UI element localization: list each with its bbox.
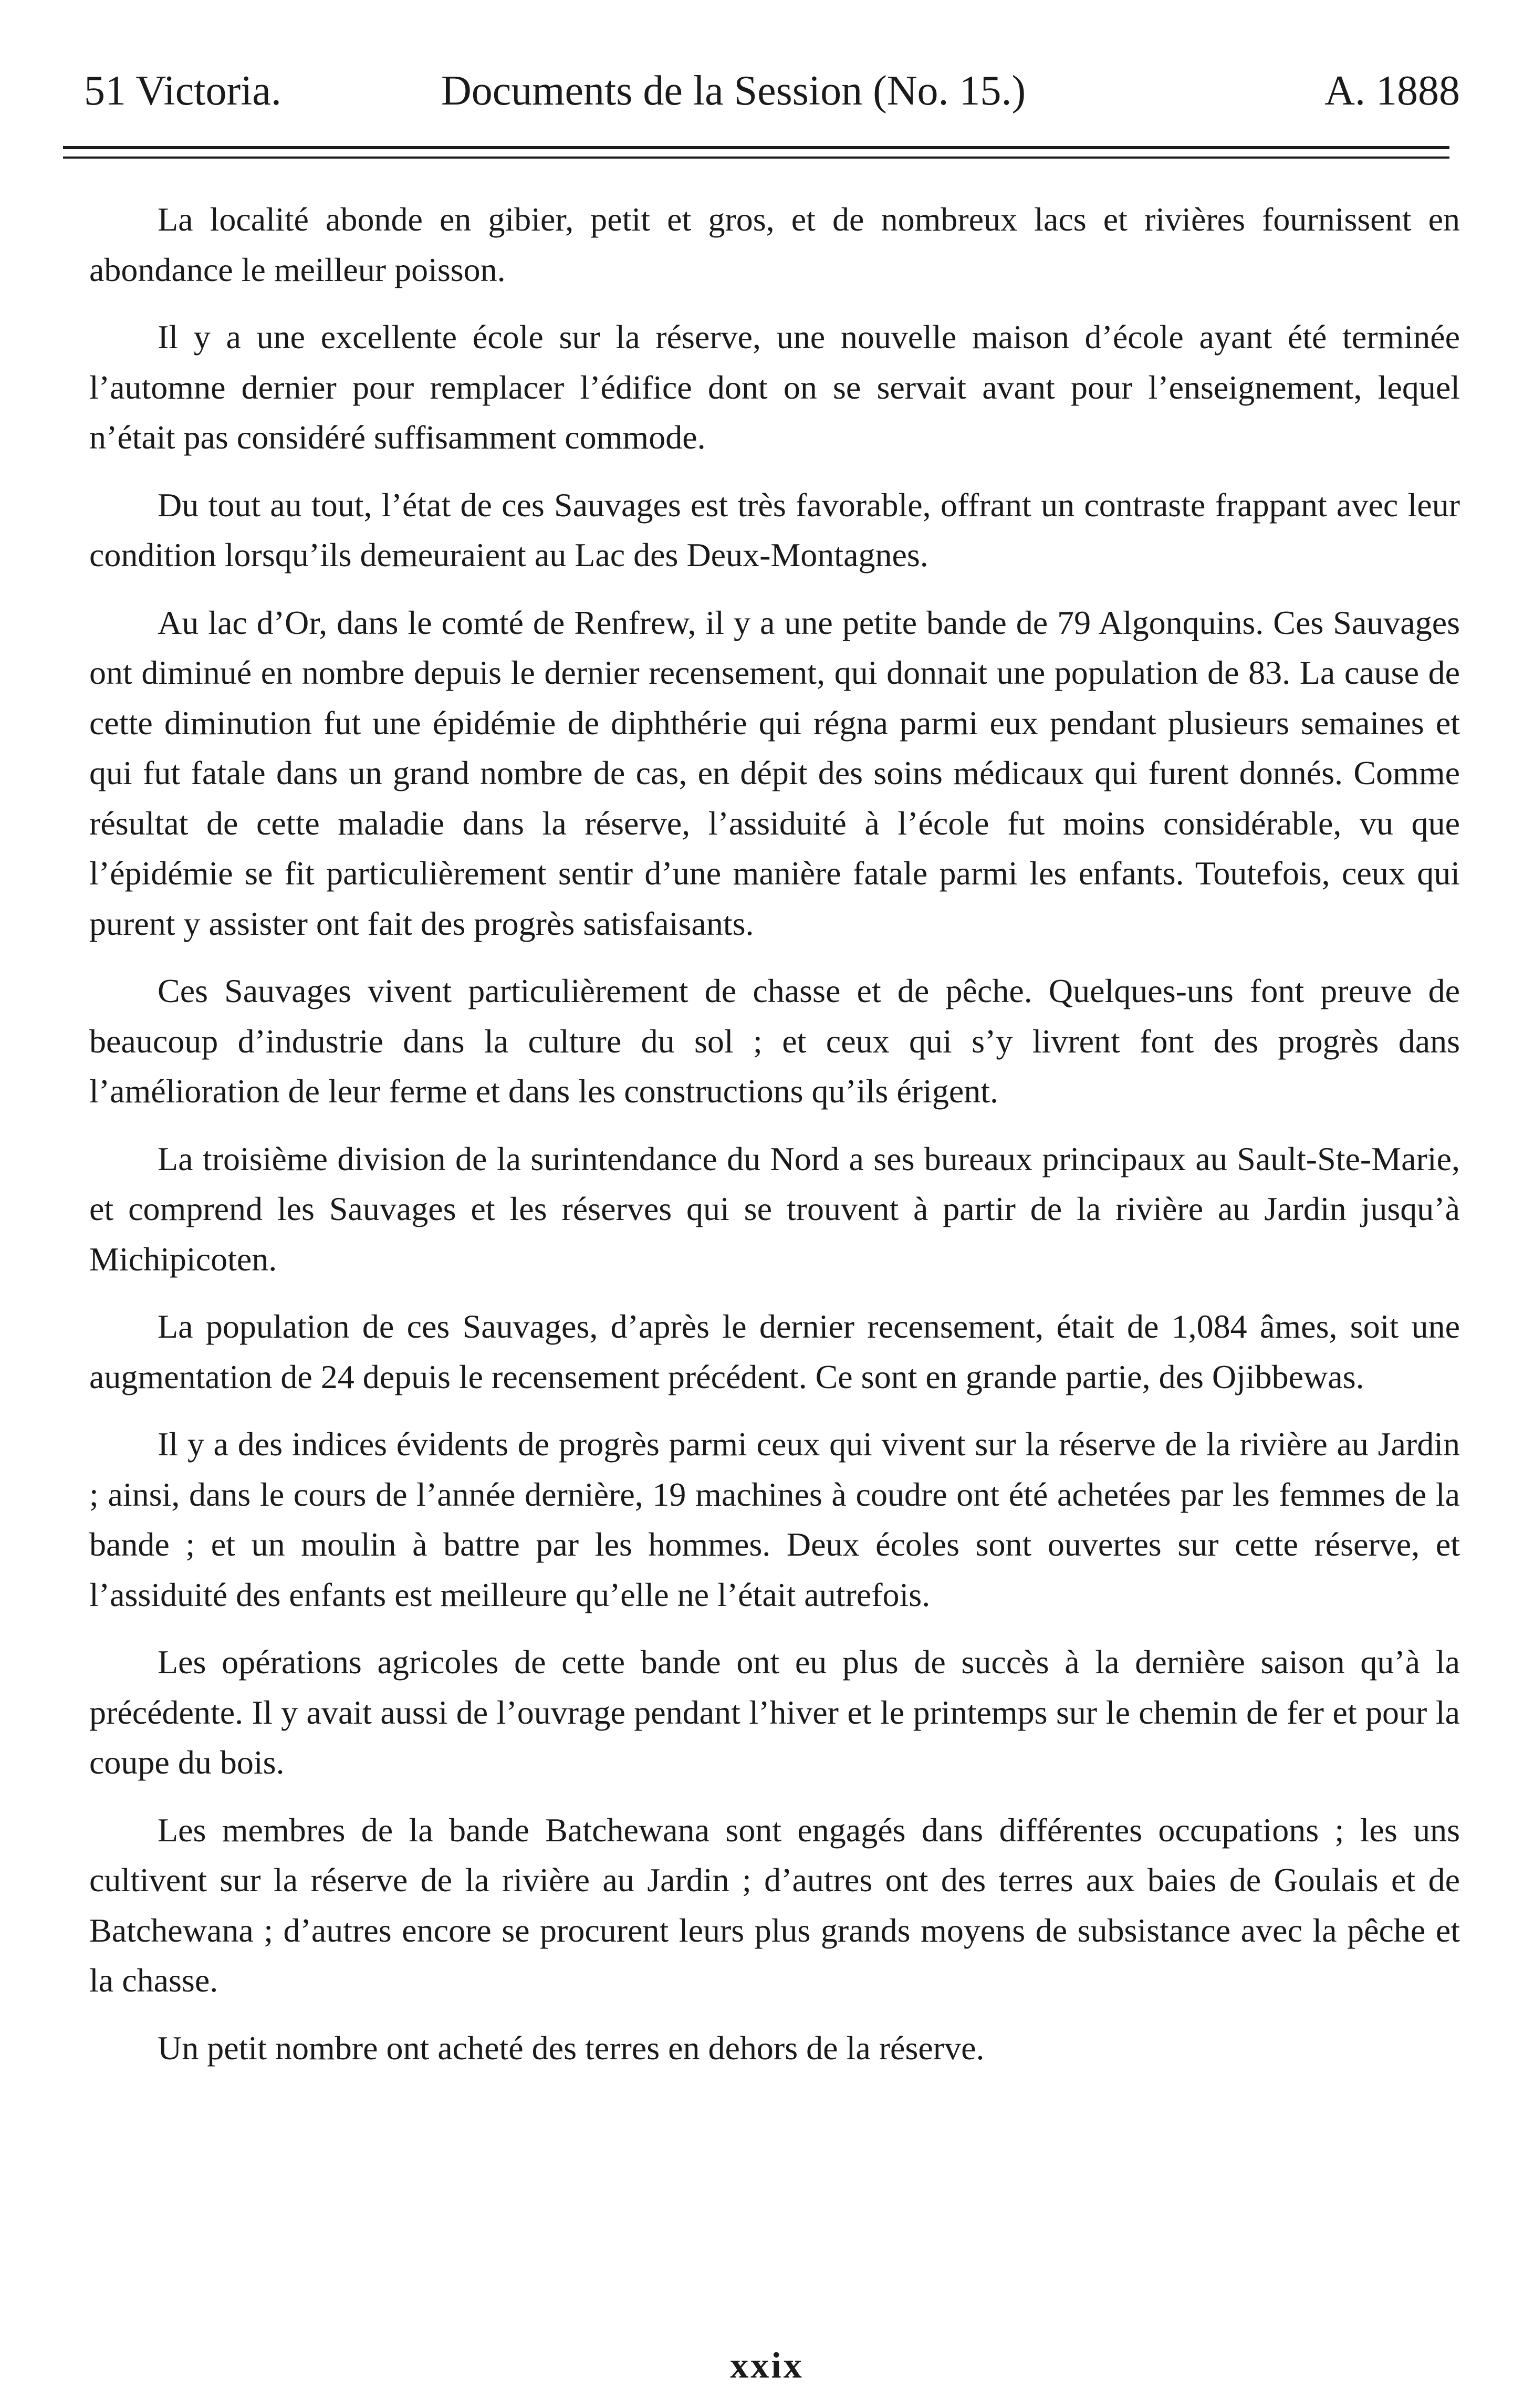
paragraph: La population de ces Sauvages, d’après le dernier recensement, était de 1,084 âmes, soit une augmentation de 24 depuis le recensement précédent. Ce sont en grande partie, des Ojibbewas. (89, 1308, 1460, 1395)
paragraph: Les membres de la bande Batchewana sont engagés dans différentes occupations ; les uns cultivent sur la réserve de la rivière au Jardin ; d’autres ont des terres aux baies de Goulais et de Batchewana ; d’autres encore se procurent leurs plus grands moyens de subsistance avec la pêche et la chasse. (89, 1811, 1460, 1999)
paragraph: La troisième division de la surintendance du Nord a ses bureaux principaux au Sault-Ste-Marie, et comprend les Sauvages et les réserves qui se trouvent à partir de la rivière au Jardin jusqu’à Michipicoten. (89, 1140, 1460, 1278)
header-document-title: Documents de la Session (No. 15.) (441, 68, 1026, 114)
header-regnal-year: 51 Victoria. (84, 68, 281, 114)
paragraph: Au lac d’Or, dans le comté de Renfrew, il y a une petite bande de 79 Algonquins. Ces Sauvages ont diminué en nombre depuis le dernier recensement, qui donnait une population de 83. La cause de cette diminution fut une épidémie de diphthérie qui régna parmi eux pendant plusieurs semaines et qui fut fatale dans un grand nombre de cas, en dépit des soins médicaux qui furent donnés. Comme résultat de cette maladie dans la réserve, l’assiduité à l’école fut moins considérable, vu que l’épidémie se fit particulièrement sentir d’une manière fatale parmi les enfants. Toutefois, ceux qui purent y assister ont fait des progrès satisfaisants. (89, 603, 1460, 942)
paragraph: Il y a des indices évidents de progrès parmi ceux qui vivent sur la réserve de la rivière au Jardin ; ainsi, dans le cours de l’année dernière, 19 machines à coudre ont été achetées par les femmes de la bande ; et un moulin à battre par les hommes. Deux écoles sont ouvertes sur cette réserve, et l’assiduité des enfants est meilleure qu’elle ne l’était autrefois. (89, 1425, 1460, 1613)
paragraph: La localité abonde en gibier, petit et gros, et de nombreux lacs et rivières fournissent en abondance le meilleur poisson. (89, 201, 1460, 288)
paragraph: Du tout au tout, l’état de ces Sauvages est très favorable, offrant un contraste frappant avec leur condition lorsqu’ils demeuraient au Lac des Deux-Montagnes. (89, 486, 1460, 574)
header-year: A. 1888 (1324, 68, 1460, 114)
running-header (84, 62, 1460, 120)
page-number: xxix (730, 2346, 804, 2386)
paragraph: Un petit nombre ont acheté des terres en dehors de la réserve. (158, 2029, 985, 2067)
paragraph: Il y a une excellente école sur la réserve, une nouvelle maison d’école ayant été terminée l’automne dernier pour remplacer l’édifice dont on se servait avant pour l’enseignement, lequel n’était pas considéré suffisamment commode. (89, 318, 1460, 456)
header-rule-thin (63, 157, 1449, 159)
paragraph: Les opérations agricoles de cette bande ont eu plus de succès à la dernière saison qu’à la précédente. Il y avait aussi de l’ouvrage pendant l’hiver et le printemps sur le chemin de fer et pour la coupe du bois. (89, 1643, 1460, 1781)
header-rule-thick (63, 146, 1449, 149)
paragraph: Ces Sauvages vivent particulièrement de chasse et de pêche. Quelques-uns font preuve de beaucoup d’industrie dans la culture du sol ; et ceux qui s’y livrent font des progrès dans l’amélioration de leur ferme et dans les constructions qu’ils érigent. (89, 972, 1460, 1110)
body-text (89, 194, 1460, 2090)
